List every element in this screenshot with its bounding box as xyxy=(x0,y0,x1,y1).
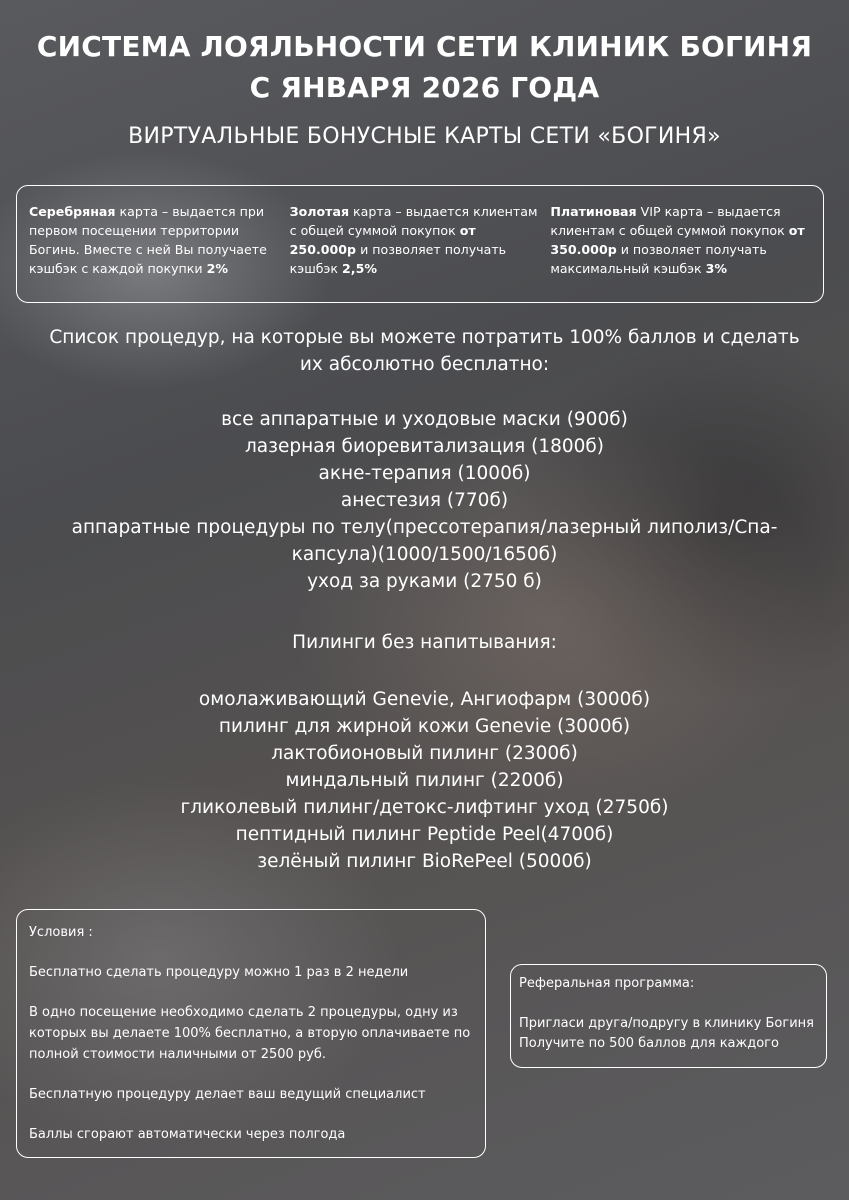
procedure-item: все аппаратные и уходовые маски (900б) xyxy=(221,409,628,430)
card-gold xyxy=(290,202,551,302)
procedure-item: уход за руками (2750 б) xyxy=(307,571,542,592)
card-gold-cashback-text: и позволяет получать кэшбэк xyxy=(289,242,507,276)
procedure-item: анестезия (770б) xyxy=(340,490,509,511)
procedure-item: аппаратные процедуры по телу(прессотерапия/лазерный липолиз/Спа- xyxy=(71,517,778,538)
procedures-intro xyxy=(20,324,829,378)
card-gold-text: карта – выдается клиентам с общей суммой покупок xyxy=(289,204,538,238)
card-gold-sum: от 250.000р xyxy=(289,223,476,257)
card-platinum-sum: от 350.000р xyxy=(550,223,805,257)
peeling-item: пилинг для жирной кожи Genevie (3000б) xyxy=(218,716,631,737)
conditions-title: Условия : xyxy=(29,925,93,940)
procedure-item: лазерная биоревитализация (1800б) xyxy=(244,436,605,457)
procedure-item: акне-терапия (1000б) xyxy=(318,463,531,484)
title-line-2: С ЯНВАРЯ 2026 ГОДА xyxy=(249,71,600,104)
peelings-heading: Пилинги без напитывания: xyxy=(292,632,557,653)
procedures-intro-line-1: Список процедур, на которые вы можете потратить 100% баллов и сделать xyxy=(49,327,800,348)
peelings-list xyxy=(40,686,809,875)
condition-item: Бесплатно сделать процедуру можно 1 раз в 2 недели xyxy=(29,965,409,980)
peeling-item: омолаживающий Genevie, Ангиофарм (3000б) xyxy=(198,689,651,710)
referral-line-1: Пригласи друга/подругу в клинику Богиня xyxy=(519,1016,814,1031)
referral-panel xyxy=(510,964,827,1068)
peeling-item: пептидный пилинг Peptide Peel(4700б) xyxy=(235,824,614,845)
peeling-item: миндальный пилинг (2200б) xyxy=(285,770,564,791)
card-gold-name: Золотая xyxy=(289,204,350,219)
peeling-item: лактобионовый пилинг (2300б) xyxy=(271,743,578,764)
card-silver xyxy=(29,202,290,302)
referral-title: Реферальная программа: xyxy=(519,976,695,991)
condition-item: Баллы сгорают автоматически через полгода xyxy=(29,1127,346,1142)
peeling-item: зелёный пилинг BioRePeel (5000б) xyxy=(257,851,592,872)
page-title xyxy=(0,26,849,108)
referral-line-2: Получите по 500 баллов для каждого xyxy=(519,1036,779,1051)
peeling-item: гликолевый пилинг/детокс-лифтинг уход (2750б) xyxy=(180,797,669,818)
card-platinum xyxy=(550,202,811,302)
condition-item: Бесплатную процедуру делает ваш ведущий специалист xyxy=(29,1087,426,1102)
card-platinum-cashback-text: и позволяет получать максимальный кэшбэк xyxy=(550,242,767,276)
procedure-item: капсула)(1000/1500/1650б) xyxy=(291,544,558,565)
card-platinum-cashback: 3% xyxy=(705,261,728,276)
card-platinum-text: VIP карта – выдается клиентам с общей суммой покупок xyxy=(550,204,789,238)
procedures-list xyxy=(40,406,809,595)
card-platinum-name: Платиновая xyxy=(550,204,637,219)
card-silver-text: карта – выдается при первом посещении территории Богинь. Вместе с ней Вы получаете кэшбэк с каждой покупки xyxy=(29,204,267,276)
condition-item: В одно посещение необходимо сделать 2 процедуры, одну из которых вы делаете 100% бесплатно, а вторую оплачиваете по полной стоимости наличными от 2500 руб. xyxy=(29,1005,471,1062)
card-silver-cashback: 2% xyxy=(206,261,228,276)
title-line-1: СИСТЕМА ЛОЯЛЬНОСТИ СЕТИ КЛИНИК БОГИНЯ xyxy=(36,30,813,63)
procedures-intro-line-2: их абсолютно бесплатно: xyxy=(299,354,550,375)
card-gold-cashback: 2,5% xyxy=(342,261,377,276)
page-subtitle: ВИРТУАЛЬНЫЕ БОНУСНЫЕ КАРТЫ СЕТИ «БОГИНЯ» xyxy=(128,124,721,149)
bonus-cards-panel xyxy=(16,185,824,303)
card-silver-name: Серебряная xyxy=(29,204,116,219)
conditions-panel xyxy=(16,909,486,1158)
